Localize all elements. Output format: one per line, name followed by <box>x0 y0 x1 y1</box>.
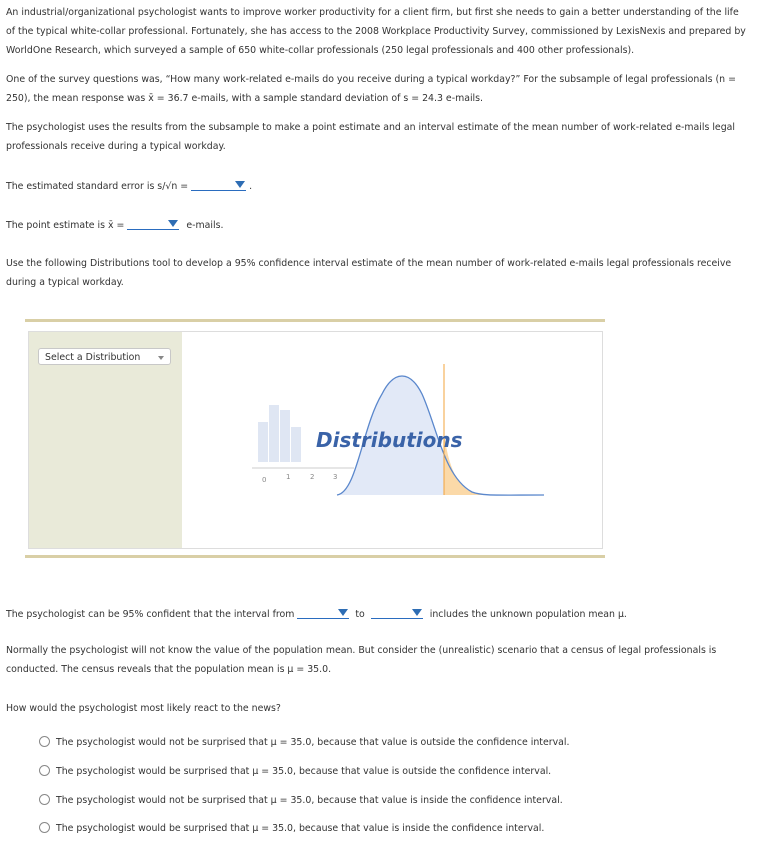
answer-option-2[interactable] <box>39 765 551 777</box>
answer-option-3-label: The psychologist would not be surprised that μ = 35.0, because that value is inside the confidence interval. <box>56 795 563 806</box>
point-estimate-dropdown[interactable] <box>127 217 179 230</box>
radio-button[interactable] <box>39 794 50 805</box>
interval-suffix: includes the unknown population mean μ. <box>429 609 627 620</box>
logo-tick-2: 2 <box>310 473 315 481</box>
interval-question <box>6 606 627 620</box>
interval-to-label: to <box>355 609 365 620</box>
select-distribution-label: Select a Distribution <box>45 352 141 363</box>
answer-option-4-label: The psychologist would be surprised that μ = 35.0, because that value is inside the confidence interval. <box>56 823 545 834</box>
logo-bar-2 <box>269 405 279 462</box>
point-estimate-suffix: e-mails. <box>186 220 224 231</box>
intro-paragraph-1: An industrial/organizational psychologist wants to improve worker productivity for a client firm, but first she needs to gain a better understanding of the life of the typical white-collar professional. Fortunately, she has access to the 2008 Workplace Productivity Survey, commissioned by LexisNexis and prepared by WorldOne Research, which surveyed a sample of 650 white-collar professionals (250 legal professionals and 400 other professionals). <box>6 7 746 56</box>
chevron-down-icon <box>235 181 245 188</box>
caret-down-icon <box>158 356 164 360</box>
tool-bottom-border <box>25 555 605 558</box>
answer-option-1[interactable] <box>39 736 569 748</box>
logo-bar-3 <box>280 410 290 462</box>
chevron-down-icon <box>338 609 348 616</box>
tool-sidebar <box>29 332 182 548</box>
logo-tick-1: 1 <box>286 473 291 481</box>
intro-paragraph-3: The psychologist uses the results from the subsample to make a point estimate and an interval estimate of the mean number of work-related e-mails legal professionals receive during a typical workday. <box>6 122 736 152</box>
radio-button[interactable] <box>39 765 50 776</box>
interval-upper-dropdown[interactable] <box>371 606 423 619</box>
standard-error-label: The estimated standard error is s/√n = <box>6 181 189 192</box>
interval-label: The psychologist can be 95% confident that the interval from <box>6 609 295 620</box>
standard-error-dropdown[interactable] <box>191 178 246 191</box>
logo-bar-1 <box>258 422 268 462</box>
intro-paragraph-2: One of the survey questions was, “How many work-related e-mails do you receive during a typical workday?” For the subsample of legal professionals (n = 250), the mean response was x̄ = 36.7 e-mails, with a sample standard deviation of s = 24.3 e-mails. <box>6 74 736 104</box>
tool-instructions: Use the following Distributions tool to develop a 95% confidence interval estimate of the mean number of work-related e-mails legal professionals receive during a typical workday. <box>6 258 732 288</box>
radio-button[interactable] <box>39 822 50 833</box>
standard-error-question <box>6 178 252 192</box>
distributions-tool <box>28 331 603 549</box>
answer-option-3[interactable] <box>39 794 563 806</box>
chevron-down-icon <box>412 609 422 616</box>
chevron-down-icon <box>168 220 178 227</box>
distributions-logo <box>182 332 602 548</box>
answer-option-4[interactable] <box>39 822 544 834</box>
census-paragraph: Normally the psychologist will not know the value of the population mean. But consider the (unrealistic) scenario that a census of legal professionals is conducted. The census reveals that the population mean is μ = 35.0. <box>6 645 717 675</box>
point-estimate-question <box>6 217 223 231</box>
logo-tick-0: 0 <box>262 476 267 484</box>
logo-bar-4 <box>291 427 301 462</box>
reaction-question: How would the psychologist most likely react to the news? <box>6 703 281 714</box>
radio-button[interactable] <box>39 736 50 747</box>
point-estimate-label: The point estimate is x̄ = <box>6 220 125 231</box>
select-distribution-dropdown[interactable] <box>38 348 171 365</box>
logo-text: Distributions <box>316 428 463 452</box>
standard-error-suffix: . <box>249 181 253 192</box>
answer-option-1-label: The psychologist would not be surprised that μ = 35.0, because that value is outside the confidence interval. <box>56 737 570 748</box>
interval-lower-dropdown[interactable] <box>297 606 349 619</box>
tool-top-border <box>25 319 605 322</box>
answer-option-2-label: The psychologist would be surprised that μ = 35.0, because that value is outside the confidence interval. <box>56 766 552 777</box>
logo-tick-3: 3 <box>333 473 338 481</box>
